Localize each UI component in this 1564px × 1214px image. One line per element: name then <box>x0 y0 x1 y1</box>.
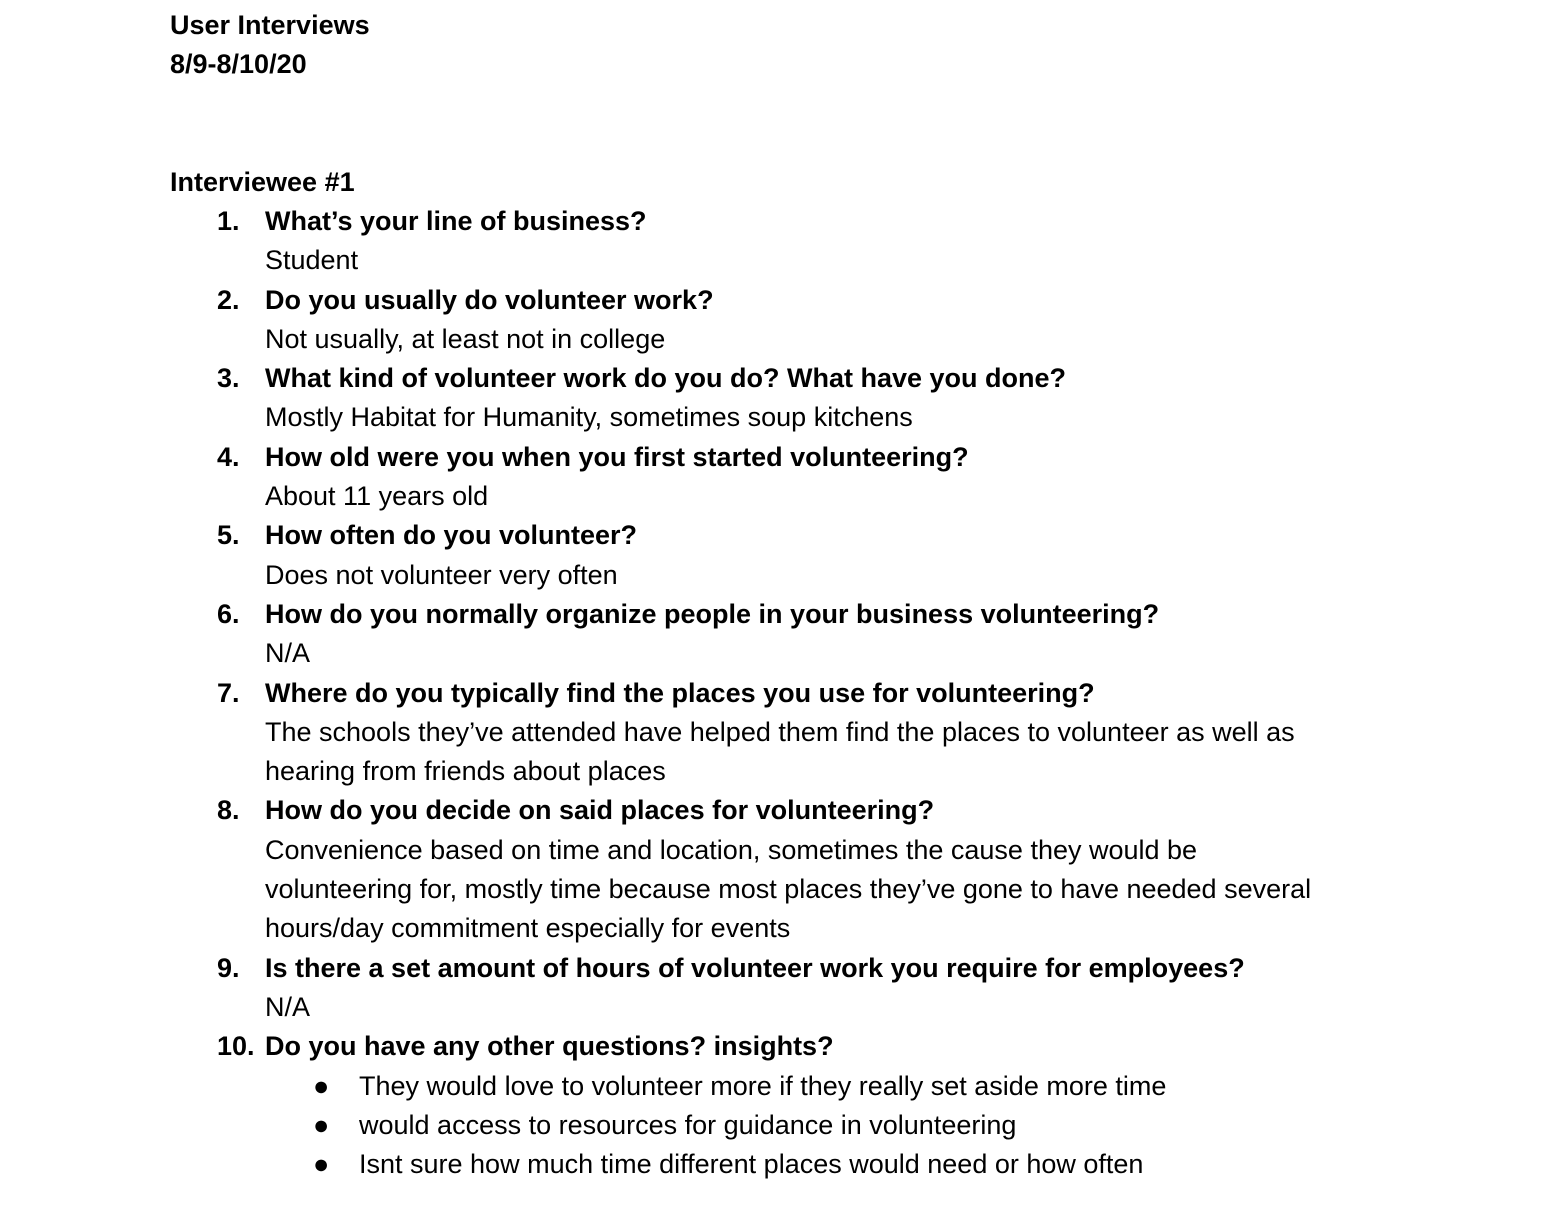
answer-line: N/A <box>265 638 311 669</box>
question-list <box>0 202 1564 1184</box>
question-item <box>0 202 1564 281</box>
question-item <box>0 674 1564 792</box>
question-row <box>0 1027 1564 1066</box>
question-number: 6. <box>217 598 240 629</box>
document-title: User Interviews <box>170 10 370 40</box>
question-text: Where do you typically find the places you use for volunteering? <box>265 677 1095 708</box>
question-number: 7. <box>217 677 240 708</box>
question-item <box>0 791 1564 948</box>
question-text: How old were you when you first started volunteering? <box>265 441 969 472</box>
question-row <box>0 595 1564 634</box>
answer-line: volunteering for, mostly time because most places they’ve gone to have needed several <box>265 874 1312 905</box>
question-row <box>0 438 1564 477</box>
bullet-text: They would love to volunteer more if they really set aside more time <box>359 1070 1167 1101</box>
question-text: Do you usually do volunteer work? <box>265 284 714 315</box>
question-item <box>0 1027 1564 1184</box>
bullet-dot-icon: ● <box>313 1070 330 1101</box>
insight-bullet-item <box>0 1145 1564 1184</box>
question-text: Do you have any other questions? insights? <box>265 1031 834 1062</box>
question-text: How do you decide on said places for volunteering? <box>265 795 935 826</box>
question-item <box>0 949 1564 1028</box>
date-range: 8/9-8/10/20 <box>170 49 307 79</box>
answer-line: About 11 years old <box>265 481 489 512</box>
bullet-dot-icon: ● <box>313 1149 330 1180</box>
answer-line: hearing from friends about places <box>265 756 666 787</box>
insight-bullet-list <box>0 1067 1564 1185</box>
question-row <box>0 949 1564 988</box>
question-item <box>0 281 1564 360</box>
answer-line: Mostly Habitat for Humanity, sometimes soup kitchens <box>265 402 913 433</box>
answer-line: hours/day commitment especially for events <box>265 913 791 944</box>
question-row <box>0 281 1564 320</box>
answer-line: Student <box>265 245 359 276</box>
bullet-text: Isnt sure how much time different places would need or how often <box>359 1149 1144 1180</box>
answer-line: Convenience based on time and location, sometimes the cause they would be <box>265 834 1198 865</box>
question-row <box>0 202 1564 241</box>
question-row <box>0 674 1564 713</box>
question-item <box>0 516 1564 595</box>
interviewee-heading: Interviewee #1 <box>170 167 355 197</box>
bullet-dot-icon: ● <box>313 1109 330 1140</box>
question-text: How do you normally organize people in your business volunteering? <box>265 598 1160 629</box>
question-number: 10. <box>217 1031 255 1062</box>
question-row <box>0 516 1564 555</box>
question-text: How often do you volunteer? <box>265 520 637 551</box>
question-text: What’s your line of business? <box>265 206 647 236</box>
answer-line: N/A <box>265 991 311 1022</box>
answer-line: Does not volunteer very often <box>265 559 618 590</box>
answer-line: Not usually, at least not in college <box>265 323 666 354</box>
question-number: 1. <box>217 206 240 236</box>
bullet-text: would access to resources for guidance in volunteering <box>359 1109 1017 1140</box>
question-number: 2. <box>217 284 240 315</box>
question-row <box>0 791 1564 830</box>
question-number: 9. <box>217 952 240 983</box>
question-number: 4. <box>217 441 240 472</box>
answer-line: The schools they’ve attended have helped them find the places to volunteer as well as <box>265 716 1295 747</box>
question-item <box>0 438 1564 517</box>
question-text: What kind of volunteer work do you do? What have you done? <box>265 363 1067 394</box>
question-text: Is there a set amount of hours of volunteer work you require for employees? <box>265 952 1245 983</box>
question-item <box>0 359 1564 438</box>
question-number: 5. <box>217 520 240 551</box>
question-row <box>0 359 1564 398</box>
question-item <box>0 595 1564 674</box>
question-number: 8. <box>217 795 240 826</box>
question-number: 3. <box>217 363 240 394</box>
insight-bullet-item <box>0 1106 1564 1145</box>
insight-bullet-item <box>0 1067 1564 1106</box>
